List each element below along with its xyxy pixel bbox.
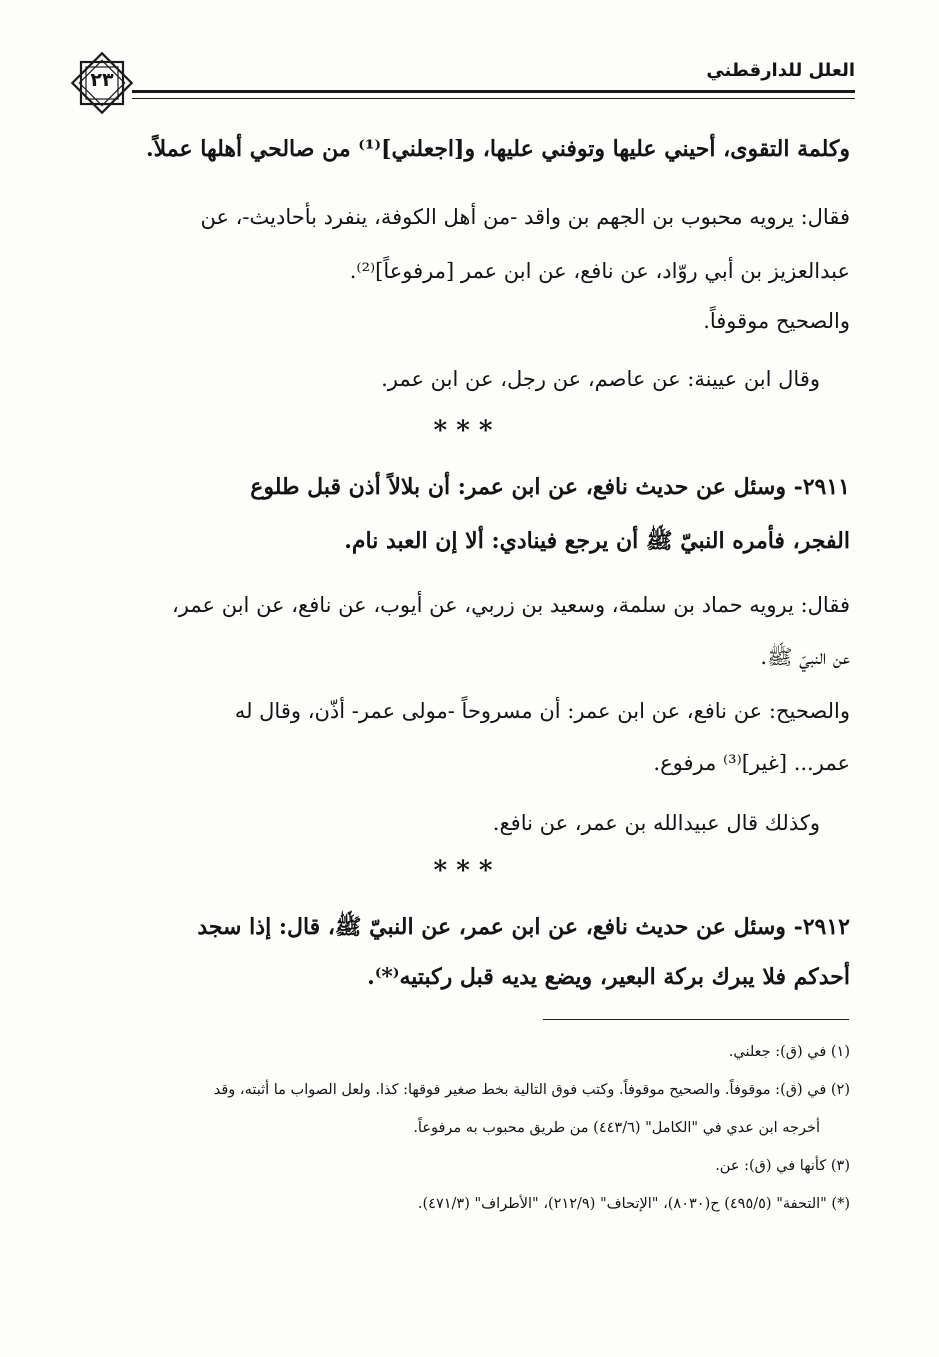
running-title: العلل للدارقطني (706, 60, 855, 81)
text-line: عن النبيّ ﷺ. (760, 645, 850, 669)
section-separator: * * * (433, 416, 493, 446)
text-line: عبدالعزيز بن أبي روّاد، عن نافع، عن ابن عمر [مرفوعاً]⁽²⁾. (349, 259, 850, 283)
header-rule (132, 90, 855, 99)
hadith-heading: ٢٩١١- وسئل عن حديث نافع، عن ابن عمر: أن بلالاً أذن قبل طلوع (250, 474, 850, 500)
text-line: وكلمة التقوى، أحيني عليها وتوفني عليها، و[اجعلني]⁽¹⁾ من صالحي أهلها عملاً. (146, 136, 850, 162)
footnote: (٢) في (ق): موقوفاً. والصحيح موقوفاً. وكتب فوق التالية بخط صغير فوقها: كذا. ولعل الصواب ما أثبته، وقد (213, 1082, 850, 1098)
page-number-badge (70, 52, 134, 114)
footnote: (٣) كأنها في (ق): عن. (715, 1158, 850, 1174)
footnote-rule (543, 1019, 849, 1020)
page-number: ٢٣ (90, 69, 114, 91)
hadith-heading: ٢٩١٢- وسئل عن حديث نافع، عن ابن عمر، عن النبيّ ﷺ، قال: إذا سجد (197, 914, 850, 940)
section-separator: * * * (433, 856, 493, 886)
text-line: وكذلك قال عبيدالله بن عمر، عن نافع. (492, 811, 820, 835)
hadith-heading: أحدكم فلا يبرك بركة البعير، ويضع يديه قبل ركبتيه⁽*⁾. (367, 964, 850, 990)
text-line: عمر... [غير]⁽³⁾ مرفوع. (653, 751, 850, 775)
footnote: أخرجه ابن عدي في "الكامل" (٤٤٣/٦) من طريق محبوب به مرفوعاً. (413, 1120, 820, 1136)
text-line: والصحيح: عن نافع، عن ابن عمر: أن مسروحاً -مولى عمر- أذّن، وقال له (234, 699, 850, 723)
page-header (70, 52, 855, 114)
text-line: فقال: يرويه محبوب بن الجهم بن واقد -من أهل الكوفة، ينفرد بأحاديث-، عن (200, 205, 850, 229)
footnote: (*) "التحفة" (٤٩٥/٥) ح(٨٠٣٠)، "الإتحاف" (٢١٢/٩)، "الأطراف" (٤٧١/٣). (417, 1196, 850, 1212)
hadith-heading: الفجر، فأمره النبيّ ﷺ أن يرجع فينادي: ألا إن العبد نام. (344, 528, 850, 554)
text-line: فقال: يرويه حماد بن سلمة، وسعيد بن زربي، عن أيوب، عن نافع، عن ابن عمر، (172, 593, 850, 617)
footnote: (١) في (ق): جعلني. (728, 1044, 850, 1060)
text-line: وقال ابن عيينة: عن عاصم، عن رجل، عن ابن عمر. (381, 367, 820, 391)
text-line: والصحيح موقوفاً. (703, 309, 850, 333)
